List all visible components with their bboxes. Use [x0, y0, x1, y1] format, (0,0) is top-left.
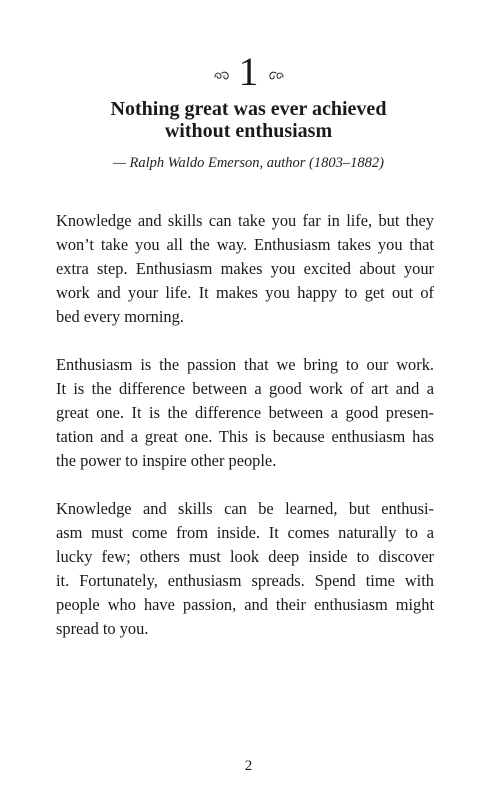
text-line: great one. It is the difference between a good presen-	[56, 403, 434, 422]
chapter-marker	[0, 49, 497, 94]
chapter-title	[0, 98, 497, 142]
text-line: spread to you.	[56, 619, 149, 638]
text-line: tation and a great one. This is because enthusiasm has	[56, 427, 434, 446]
left-ornament-icon	[213, 69, 231, 85]
text-line: Enthusiasm is the passion that we bring to our work.	[56, 355, 434, 374]
chapter-title-line: without enthusiasm	[164, 120, 333, 142]
epigraph-attribution: — Ralph Waldo Emerson, author (1803–1882)	[113, 155, 384, 171]
text-line: asm must come from inside. It comes naturally to a	[56, 523, 434, 542]
text-line: It is the difference between a good work of art and a	[56, 379, 434, 398]
text-line: people who have passion, and their enthusiasm might	[56, 595, 434, 614]
paragraph	[56, 497, 434, 641]
text-line: lucky few; others must look deep inside to discover	[56, 547, 434, 566]
page-number: 2	[244, 758, 253, 774]
text-line: work and your life. It makes you happy to get out of	[56, 283, 434, 302]
text-line: the power to inspire other people.	[56, 451, 277, 470]
chapter-title-line: Nothing great was ever achieved	[110, 98, 387, 120]
paragraph	[56, 353, 434, 473]
right-ornament-icon	[267, 69, 285, 85]
text-line: it. Fortunately, enthusiasm spreads. Spend time with	[56, 571, 434, 590]
text-line: Knowledge and skills can be learned, but enthusi-	[56, 499, 434, 518]
text-line: Knowledge and skills can take you far in life, but they	[56, 211, 434, 230]
chapter-number: 1	[238, 49, 259, 94]
text-line: bed every morning.	[56, 307, 184, 326]
text-line: won’t take you all the way. Enthusiasm takes you that	[56, 235, 434, 254]
body-text	[56, 209, 434, 665]
paragraph	[56, 209, 434, 329]
text-line: extra step. Enthusiasm makes you excited about your	[56, 259, 434, 278]
